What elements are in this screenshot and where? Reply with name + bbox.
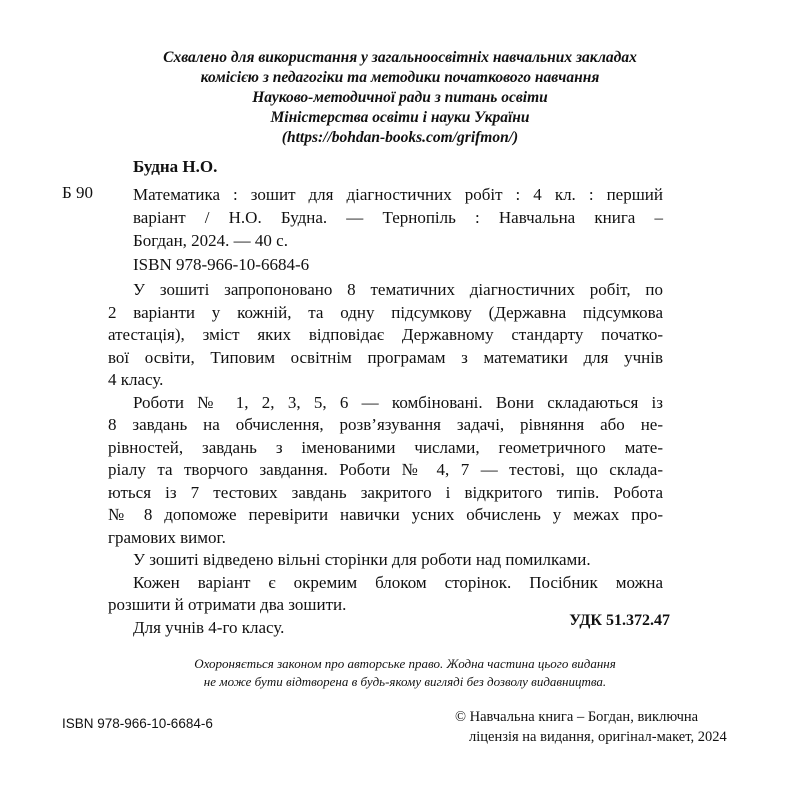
text-line: грамових вимог. — [108, 527, 226, 547]
text-line: атестація), зміст яких відповідає Державному стандарту початко- — [108, 325, 663, 344]
bib-line: варіант / Н.О. Будна. — Тернопіль : Навчальна книга – — [133, 208, 663, 227]
author-name: Будна Н.О. — [133, 157, 218, 176]
approval-stamp — [100, 48, 700, 148]
isbn: ISBN 978-966-10-6684-6 — [133, 255, 310, 274]
approval-line: (https://bohdan-books.com/grifmon/) — [281, 129, 519, 146]
text-line: № 8 допоможе перевірити навички усних обчислень у межах про- — [108, 505, 663, 524]
bib-line: Математика : зошит для діагностичних робіт : 4 кл. : перший — [133, 185, 663, 204]
text-line: Для учнів 4-го класу. — [133, 617, 285, 637]
text-line: рівностей, завдань з іменованими числами, геометричного мате- — [108, 437, 663, 457]
copyright-line: ліцензія на видання, оригінал-макет, 2024 — [469, 729, 727, 745]
text-line: ріалу та творчого завдання. Роботи № 4, 7 — тестові, що склада- — [108, 460, 663, 479]
notice-line: не може бути відтворена в будь-якому вигляді без дозволу видавництва. — [203, 674, 607, 689]
footer-isbn: ISBN 978-966-10-6684-6 — [62, 716, 213, 731]
annotation-text — [108, 279, 663, 639]
text-line: 4 класу. — [108, 370, 164, 389]
notice-line: Охороняється законом про авторське право. Жодна частина цього видання — [194, 656, 616, 671]
text-line: У зошиті запропоновано 8 тематичних діагностичних робіт, по — [133, 280, 663, 299]
text-line: Кожен варіант є окремим блоком сторінок. Посібник можна — [133, 572, 663, 592]
approval-line: Схвалено для використання у загальноосвітніх навчальних закладах — [163, 49, 637, 66]
approval-line: комісією з педагогіки та методики початкового навчання — [200, 69, 600, 86]
copyright-notice — [100, 655, 710, 691]
approval-line: Міністерства освіти і науки України — [270, 109, 530, 126]
bibliographic-description — [133, 183, 663, 252]
footer-copyright — [455, 707, 727, 747]
copyright-line: © Навчальна книга – Богдан, виключна — [455, 709, 699, 725]
bib-line: Богдан, 2024. — 40 с. — [133, 231, 288, 250]
text-line: 8 завдань на обчислення, розв’язування задачі, рівняння або не- — [108, 415, 663, 434]
approval-line: Науково-методичної ради з питань освіти — [252, 89, 548, 106]
text-line: ються із 7 тестових завдань закритого і відкритого типів. Робота — [108, 482, 663, 502]
classification-code: Б 90 — [62, 183, 94, 202]
text-line: У зошиті відведено вільні сторінки для роботи над помилками. — [133, 550, 591, 569]
text-line: розшити й отримати два зошити. — [108, 595, 347, 614]
text-line: Роботи № 1, 2, 3, 5, 6 — комбіновані. Вони складаються із — [133, 392, 663, 412]
udc-code: УДК 51.372.47 — [569, 612, 670, 629]
text-line: вої освіти, Типовим освітнім програмам з математики для учнів — [108, 347, 663, 367]
text-line: 2 варіанти у кожній, та одну підсумкову (Державна підсумкова — [108, 302, 663, 322]
